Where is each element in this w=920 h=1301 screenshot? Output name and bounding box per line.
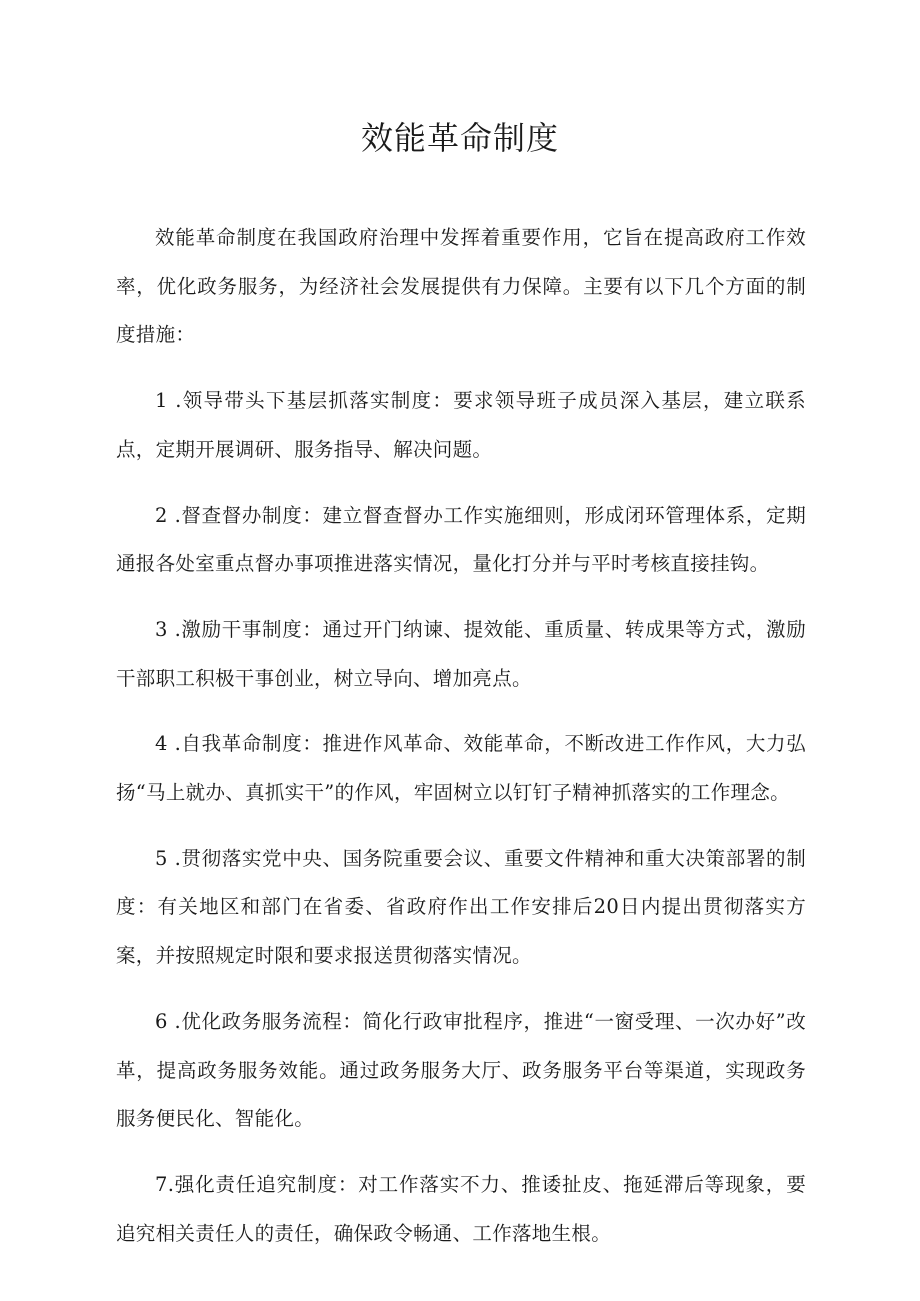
paragraph-item-4: 4 .自我革命制度：推进作风革命、效能革命，不断改进工作作风，大力弘扬“马上就办、真抓实干”的作风，牢固树立以钉钉子精神抓落实的工作理念。 bbox=[116, 732, 806, 805]
paragraph-item-3: 3 .激励干事制度：通过开门纳谏、提效能、重质量、转成果等方式，激励干部职工积极干事创业，树立导向、增加亮点。 bbox=[116, 617, 806, 690]
paragraph-intro: 效能革命制度在我国政府治理中发挥着重要作用，它旨在提高政府工作效率，优化政务服务，为经济社会发展提供有力保障。主要有以下几个方面的制度措施： bbox=[116, 226, 806, 347]
paragraph-item-1: 1 .领导带头下基层抓落实制度：要求领导班子成员深入基层，建立联系点，定期开展调研、服务指导、解决问题。 bbox=[116, 389, 806, 461]
paragraph-item-2: 2 .督查督办制度：建立督查督办工作实施细则，形成闭环管理体系，定期通报各处室重点督办事项推进落实情况，量化打分并与平时考核直接挂钩。 bbox=[116, 503, 806, 576]
paragraph-item-6: 6 .优化政务服务流程：简化行政审批程序，推进“一窗受理、一次办好”改革，提高政务服务效能。通过政务服务大厅、政务服务平台等渠道，实现政务服务便民化、智能化。 bbox=[116, 1009, 806, 1131]
document-body bbox=[116, 214, 806, 1275]
document-title: 效能革命制度 bbox=[360, 119, 559, 157]
paragraph-item-5: 5 .贯彻落实党中央、国务院重要会议、重要文件精神和重大决策部署的制度：有关地区和部门在省委、省政府作出工作安排后20日内提出贯彻落实方案，并按照规定时限和要求报送贯彻落实情况。 bbox=[116, 846, 806, 968]
paragraph-item-7: 7.强化责任追究制度：对工作落实不力、推诿扯皮、拖延滞后等现象，要追究相关责任人的责任，确保政令畅通、工作落地生根。 bbox=[116, 1172, 806, 1245]
